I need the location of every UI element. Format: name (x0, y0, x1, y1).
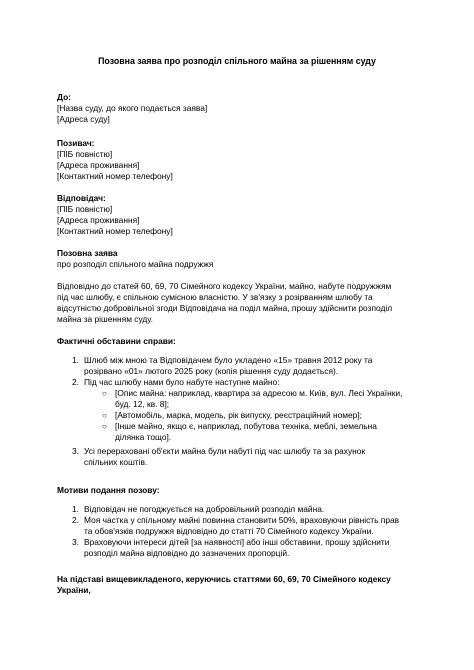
motives-list (57, 504, 427, 559)
recipient-court-name: [Назва суду, до якого подається заява] (57, 103, 208, 113)
intro-line: майна за рішенням суду. (57, 314, 153, 324)
list-number: 2. (72, 377, 79, 387)
plaintiff-name: [ПІБ повністю] (57, 149, 113, 159)
facts-item-text: Усі перераховані об'єкти майна були набуті під час шлюбу та за рахунок (84, 446, 366, 456)
defendant-name: [ПІБ повністю] (57, 204, 113, 214)
circle-bullet-icon: ○ (102, 411, 107, 420)
recipient-heading: До: (57, 92, 71, 102)
facts-item-text: розірвано «01» лютого 2025 року (копія рішення суду додається). (84, 366, 339, 376)
motives-item-text: та обов'язків подружжя відповідно до статті 70 Сімейного кодексу України. (84, 526, 374, 536)
claim-subheading: про розподіл спільного майна подружжя (57, 259, 214, 269)
list-number: 3. (72, 446, 79, 456)
plaintiff-section (57, 138, 427, 182)
defendant-address: [Адреса проживання] (57, 215, 140, 225)
circle-bullet-icon: ○ (102, 422, 107, 431)
motives-item-text: Відповідач не погоджується на добровільний розподіл майна. (84, 504, 325, 514)
claim-section (57, 248, 427, 270)
facts-heading: Фактичні обставини справи: (57, 336, 176, 346)
facts-item-text: Шлюб між мною та Відповідачем було укладено «15» травня 2012 року та (84, 355, 373, 365)
claim-heading: Позовна заява (57, 248, 118, 258)
recipient-section (57, 92, 427, 125)
plaintiff-phone: [Контактний номер телефону] (57, 171, 173, 181)
intro-line: під час шлюбу, є спільною сумісною власністю. У зв'язку з розірванням шлюбу та (57, 292, 373, 302)
list-number: 1. (72, 355, 79, 365)
facts-section (57, 336, 427, 468)
property-item (57, 421, 427, 443)
property-item-text: [Інше майно, якщо є, наприклад, побутова техніка, меблі, земельна (115, 421, 377, 431)
defendant-section (57, 193, 427, 237)
motives-item-text: розподіл майна відповідно до зазначених пропорцій. (84, 548, 290, 558)
list-number: 3. (72, 537, 79, 547)
property-item-text: [Опис майна: наприклад, квартира за адресою м. Київ, вул. Лесі Українки, (115, 388, 403, 398)
recipient-court-address: [Адреса суду] (57, 114, 110, 124)
intro-line: відсутністю добровільної згоди Відповідача на поділ майна, прошу здійснити розподіл (57, 303, 393, 313)
property-item (57, 410, 427, 421)
facts-list (57, 355, 427, 468)
motives-item-text: Моя частка у спільному майні повинна становити 50%, враховуючи рівність прав (84, 515, 400, 525)
circle-bullet-icon: ○ (102, 389, 107, 398)
intro-line: Відповідно до статей 60, 69, 70 Сімейного кодексу України, майно, набуте подружжям (57, 281, 392, 291)
plaintiff-address: [Адреса проживання] (57, 160, 140, 170)
motives-item (57, 515, 427, 537)
facts-item (57, 446, 427, 468)
facts-item (57, 355, 427, 377)
conclusion-text: На підставі вищевикладеного, керуючись статтями 60, 69, 70 Сімейного кодексу (57, 574, 391, 584)
motives-item-text: Враховуючи інтереси дітей [за наявності] або інші обставини, прошу здійснити (84, 537, 390, 547)
facts-item (57, 377, 427, 388)
defendant-heading: Відповідач: (57, 193, 106, 203)
facts-item-text: Під час шлюбу нами було набуте наступне майно: (84, 377, 280, 387)
motives-heading: Мотиви подання позову: (57, 485, 160, 495)
motives-item (57, 537, 427, 559)
conclusion-text: України, (57, 585, 91, 595)
property-item (57, 388, 427, 410)
property-item-text: [Автомобіль, марка, модель, рік випуску, реєстраційний номер]; (115, 410, 362, 420)
property-item-text: буд. 12, кв. 8]; (115, 399, 170, 409)
list-number: 2. (72, 515, 79, 525)
facts-item-text: спільних коштів. (84, 457, 148, 467)
document-title: Позовна заява про розподіл спільного майна за рішенням суду (98, 56, 376, 66)
conclusion-section (57, 574, 427, 596)
motives-section (57, 485, 427, 559)
motives-item (57, 504, 427, 515)
property-item-text: ділянка тощо]. (115, 432, 172, 442)
list-number: 1. (72, 504, 79, 514)
defendant-phone: [Контактний номер телефону] (57, 226, 173, 236)
intro-paragraph (57, 281, 427, 325)
plaintiff-heading: Позивач: (57, 138, 95, 148)
